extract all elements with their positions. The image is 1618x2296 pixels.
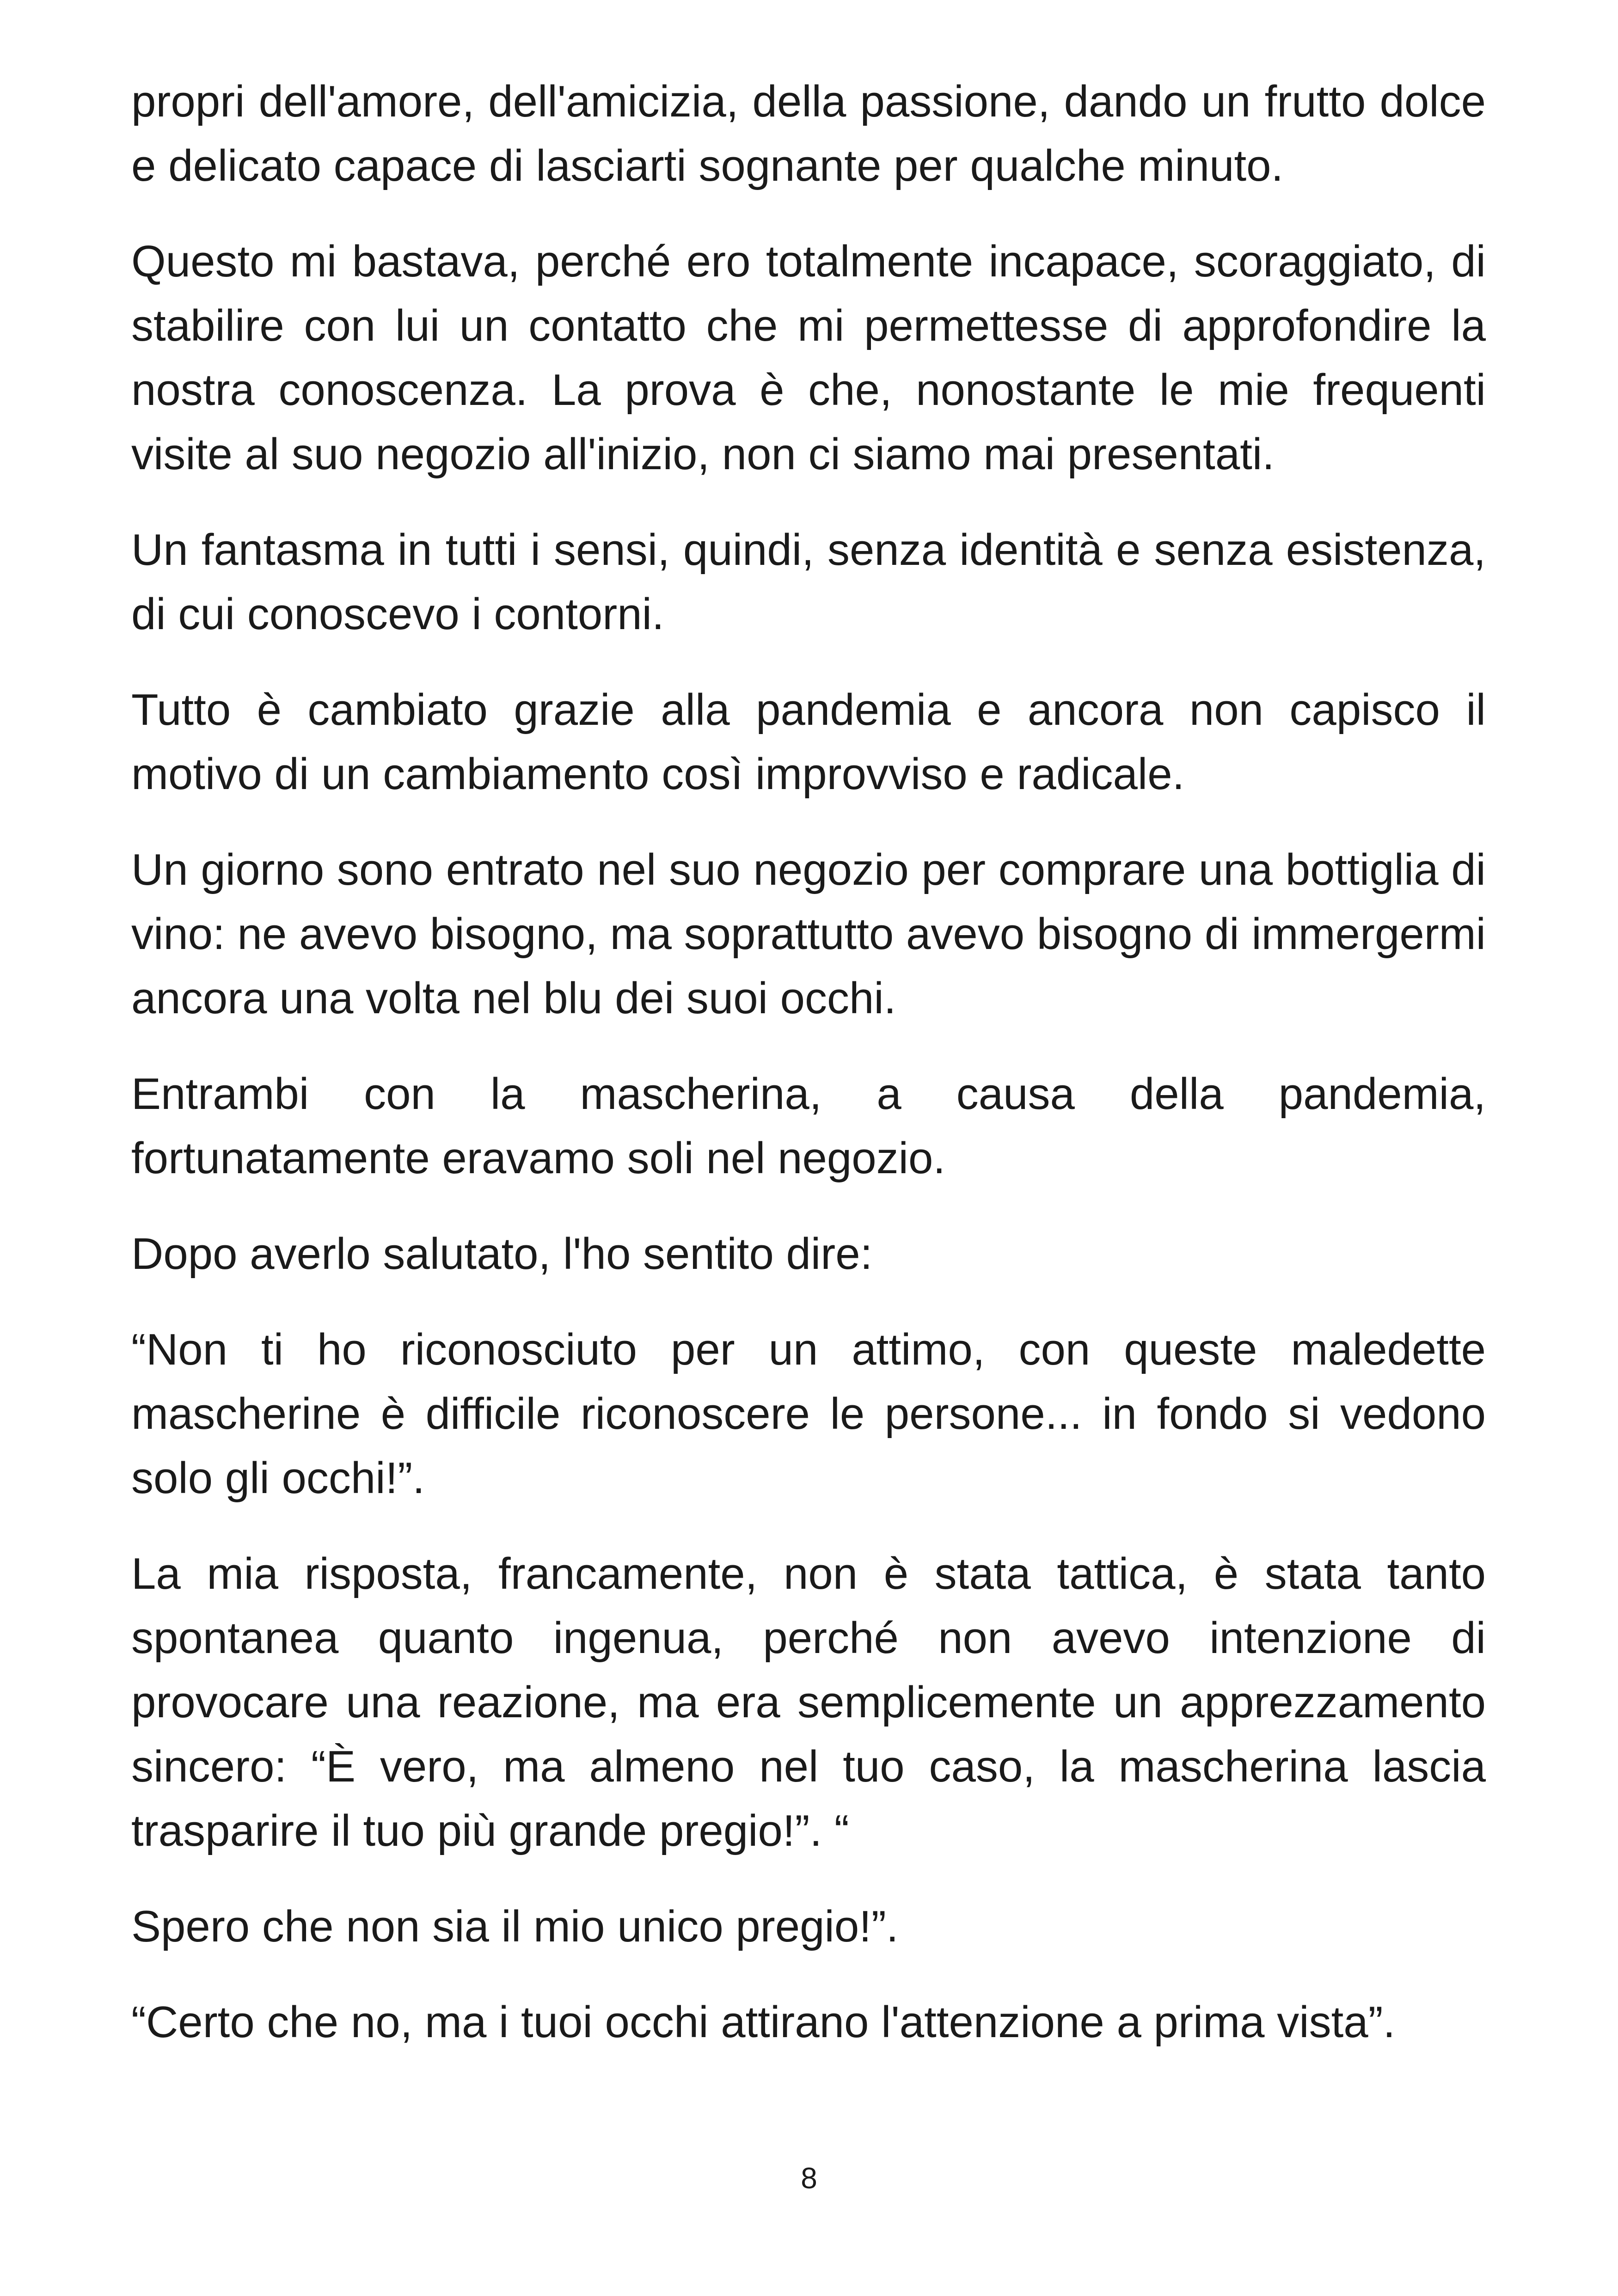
paragraph: Questo mi bastava, perché ero totalmente incapace, scoraggiato, di stabilire con lui un contatto che mi permettesse di approfondire la nostra conoscenza. La prova è che, nonostante le mie frequenti visite al suo negozio all'inizio, non ci siamo mai presentati.	[131, 237, 1486, 479]
paragraph: Tutto è cambiato grazie alla pandemia e ancora non capisco il motivo di un cambiamento così improvviso e radicale.	[131, 685, 1486, 799]
paragraph: Spero che non sia il mio unico pregio!”.	[131, 1902, 899, 1951]
paragraph: “Non ti ho riconosciuto per un attimo, con queste maledette mascherine è difficile riconoscere le persone... in fondo si vedono solo gli occhi!”.	[131, 1325, 1486, 1503]
paragraph: Entrambi con la mascherina, a causa della pandemia, fortunatamente eravamo soli nel negozio.	[131, 1069, 1486, 1183]
paragraph: La mia risposta, francamente, non è stata tattica, è stata tanto spontanea quanto ingenua, perché non avevo intenzione di provocare una reazione, ma era semplicemente un apprezzamento sincero: “È vero, ma almeno nel tuo caso, la mascherina lascia trasparire il tuo più grande pregio!”. “	[131, 1549, 1486, 1855]
paragraph: Dopo averlo salutato, l'ho sentito dire:	[131, 1229, 873, 1279]
body-text	[131, 69, 1486, 2086]
page-number: 8	[801, 2161, 817, 2195]
paragraph: propri dell'amore, dell'amicizia, della passione, dando un frutto dolce e delicato capace di lasciarti sognante per qualche minuto.	[131, 77, 1486, 190]
paragraph: “Certo che no, ma i tuoi occhi attirano l'attenzione a prima vista”.	[131, 1997, 1396, 2047]
paragraph: Un fantasma in tutti i sensi, quindi, senza identità e senza esistenza, di cui conoscevo i contorni.	[131, 525, 1486, 639]
paragraph: Un giorno sono entrato nel suo negozio per comprare una bottiglia di vino: ne avevo bisogno, ma soprattutto avevo bisogno di immergermi ancora una volta nel blu dei suoi occhi.	[131, 845, 1486, 1023]
